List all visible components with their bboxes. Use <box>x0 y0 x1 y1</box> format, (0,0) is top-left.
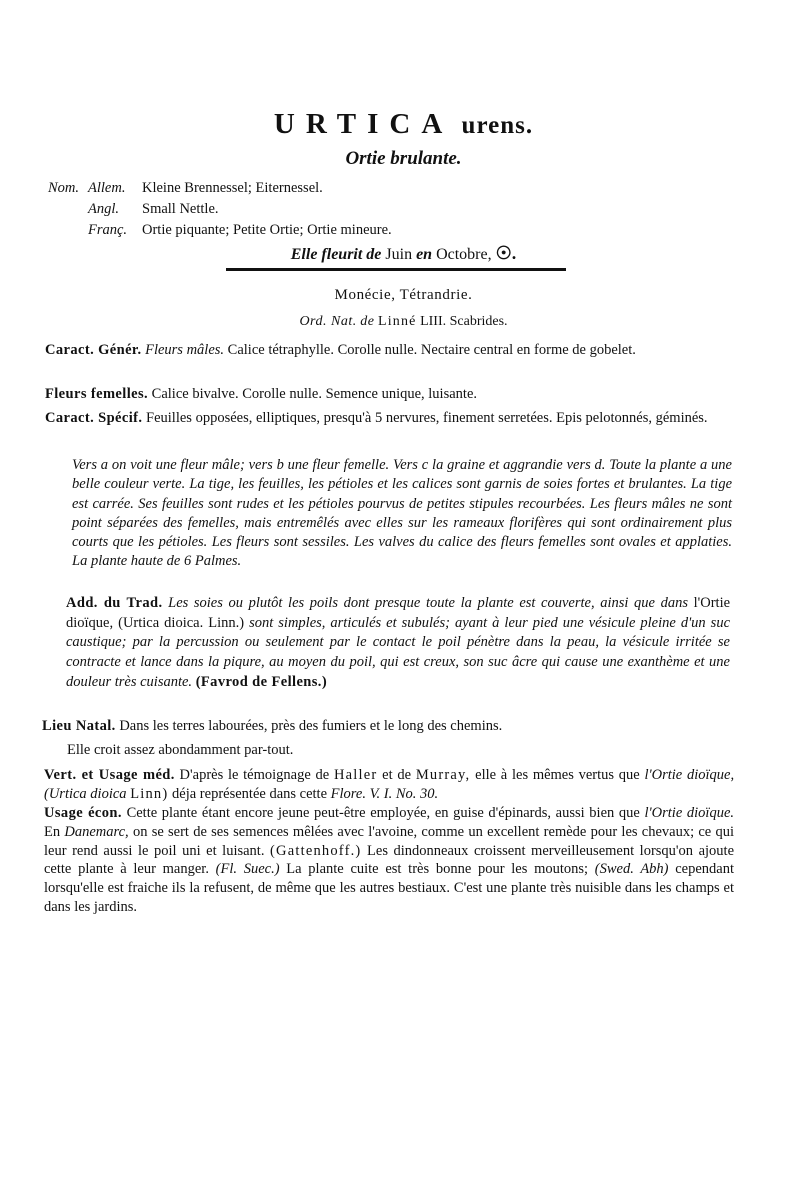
habitat-text: Dans les terres labourées, près des fumiers et le long des chemins. <box>119 718 503 734</box>
medical-use-text: déja représentée dans cette <box>172 785 328 802</box>
flowering-to: Octobre, <box>436 246 492 263</box>
genus-name: URTICA <box>273 108 454 140</box>
page-title <box>0 108 807 141</box>
divider-rule <box>226 268 566 271</box>
translator-note-text-b: l'Ortie dioïque, (Urtica dioica. Linn.) <box>66 595 731 631</box>
female-flowers-text: Calice bivalve. Corolle nulle. Semence unique, luisante. <box>151 386 478 402</box>
french-common-name: Ortie brulante. <box>345 148 462 169</box>
caract-gener-text: Calice tétraphylle. Corolle nulle. Nectaire central en forme de gobelet. <box>227 342 636 358</box>
medical-use-paragraph <box>44 766 734 803</box>
caract-gener-label: Caract. Génér. <box>45 342 142 358</box>
caract-gener-paragraph <box>45 340 729 360</box>
caract-specif-paragraph <box>32 408 729 428</box>
caract-specif-label: Caract. Spécif. <box>45 410 143 426</box>
economic-use-text: En <box>44 823 61 840</box>
flowering-mid: en <box>416 246 433 263</box>
linnaean-system: Monécie, Tétrandrie. <box>334 287 473 303</box>
economic-use-text: Cette plante étant encore jeune peut-être employée, en guise d'épinards, aussi bien que <box>126 805 640 821</box>
swedish-reference: (Swed. Abh) <box>594 861 669 878</box>
medical-use-italic: l'Ortie dioïque, <box>644 767 735 783</box>
flora-suecica-reference: (Fl. Suec.) <box>215 861 280 878</box>
author-haller: Haller <box>333 767 378 783</box>
language-label: Franç. <box>88 222 128 238</box>
economic-use-text: cependant lorsqu'elle est fraiche ils la refusent, de même que les autres bestiaux. C'est une plante très nuisible dans les champs et dans les jardins. <box>44 861 734 915</box>
translator-note-text-c: sont simples, articulés et subulés; ayant à leur pied une vésicule pleine d'un suc caustique; par la percussion ou seulement par le contact le poil pénètre dans la peau, la vésicule irritée se contracte et lance dans la piqure, au moyen du poil, qui est creux, son suc âcre qui cause une exanthème et une douleur très cuisante. <box>66 614 731 690</box>
order-author: Linné <box>377 314 417 329</box>
female-flowers-label: Fleurs femelles. <box>45 386 149 402</box>
habitat-label: Lieu Natal. <box>42 718 116 734</box>
natural-order <box>0 314 807 330</box>
annual-symbol: ☉. <box>495 243 517 263</box>
economic-use-label: Usage écon. <box>44 805 122 821</box>
order-rest: LIII. Scabrides. <box>420 314 508 329</box>
economic-use-paragraph <box>44 804 734 917</box>
author-gattenhoff: (Gattenhoff.) <box>270 842 362 859</box>
author-murray: Murray, <box>415 767 471 783</box>
translator-credit: (Favrod de Fellens.) <box>195 673 328 690</box>
name-row-english <box>48 201 392 222</box>
economic-use-text: La plante cuite est très bonne pour les moutons; <box>286 861 589 878</box>
name-row-german <box>48 180 392 201</box>
medical-use-text: et de <box>382 767 412 783</box>
name-value: Kleine Brennessel; Eiternessel. <box>142 180 323 196</box>
translator-note-text-a: Les soies ou plutôt les poils dont presque toute la plante est couverte, ainsi que dans <box>168 595 688 611</box>
medical-use-text: elle à les mêmes vertus que <box>475 767 640 783</box>
flowering-lead: Elle fleurit de <box>290 246 382 263</box>
description-paragraph: Vers a on voit une fleur mâle; vers b une fleur femelle. Vers c la graine et aggrandie vers d. Toute la plante a une belle couleur verte. La tige, les feuilles, les pétioles et les calices sont garnis de soies fortes et brulantes. La tige est carrée. Ses feuilles sont rudes et les pétioles pourvus de petites stipules recourbées. Les fleurs mâles ne sont point séparées des femelles, mais entremêlés avec elles sur les rameaux florifères qui sont ordinairement plus courts que les pétioles. Les fleurs sont sessiles. Les valves du calice des fleurs femelles sont ovales et applaties. La plante haute de 6 Palmes. <box>72 457 732 570</box>
order-de: de <box>360 314 375 329</box>
female-flowers-paragraph <box>45 384 729 404</box>
order-prefix: Ord. Nat. <box>299 314 357 329</box>
economic-use-italic: Danemarc, <box>64 823 129 840</box>
caract-specif-text: Feuilles opposées, elliptiques, presqu'à 5 nervures, finement serretées. Epis pelotonnés, géminés. <box>146 410 708 426</box>
medical-use-label: Vert. et Usage méd. <box>44 767 175 783</box>
species-name: urens. <box>461 112 534 139</box>
language-label: Angl. <box>88 201 120 217</box>
name-row-french <box>48 222 392 243</box>
male-flowers-label: Fleurs mâles. <box>145 342 225 358</box>
economic-use-italic: l'Ortie dioïque. <box>644 805 735 821</box>
translator-note-label: Add. du Trad. <box>66 595 163 611</box>
name-value: Small Nettle. <box>142 201 219 217</box>
flora-reference: Flore. V. I. No. 30. <box>330 785 439 802</box>
habitat-paragraph-2: Elle croit assez abondamment par-tout. <box>67 742 294 758</box>
translator-note-paragraph <box>66 594 730 693</box>
names-prefix: Nom. <box>48 180 80 196</box>
economic-use-text: on se sert de ses semences mêlées avec l'avoine, comme un excellent remède pour les chevaux; ce qui leur rend aussi le poil uni et luisant. <box>44 823 735 859</box>
flowering-period <box>0 243 807 264</box>
economic-use-text: Les dindonneaux croissent merveilleusement lorsqu'on ajoute cette plante à leur manger. <box>44 842 735 878</box>
name-value: Ortie piquante; Petite Ortie; Ortie mineure. <box>142 222 392 238</box>
habitat-paragraph <box>42 716 732 736</box>
medical-use-italic: (Urtica dioica <box>44 785 127 802</box>
language-label: Allem. <box>88 180 126 196</box>
medical-use-text: D'après le témoignage de <box>179 767 330 783</box>
common-names <box>48 180 392 243</box>
flowering-from: Juin <box>385 246 413 263</box>
author-linne: Linn) <box>130 785 169 802</box>
